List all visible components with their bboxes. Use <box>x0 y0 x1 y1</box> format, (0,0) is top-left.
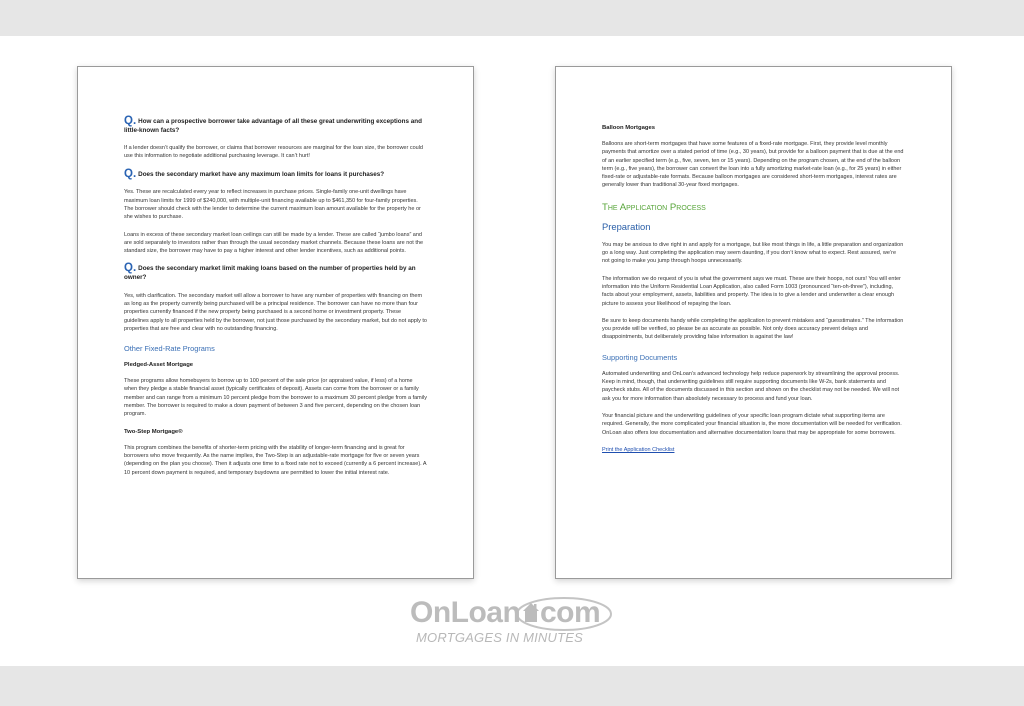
faq-answer: If a lender doesn’t qualify the borrower, or claims that borrower resources are marginal for the loan size, the borrower could use this information to negotiate additional purchasing leverage. It can’t hurt! <box>124 145 423 160</box>
document-page-left <box>77 66 474 579</box>
document-page-right <box>555 66 952 579</box>
logo-tagline: MORTGAGES IN MINUTES <box>416 630 583 645</box>
subsection-title: Two-Step Mortgage® <box>124 428 183 435</box>
faq-question <box>124 117 427 135</box>
faq-question <box>124 167 427 180</box>
q-marker: Q. <box>124 167 137 180</box>
logo-domain: com <box>540 596 601 629</box>
subsection-title: Balloon Mortgages <box>602 125 656 131</box>
body-paragraph: Be sure to keep documents handy while completing the application to prevent mistakes and “guesstimates.” The information you provide will be verified, so please be as accurate as possible. Not only does accuracy prevent delays and disappointments, but deliberately providing false information is against the law! <box>602 317 904 341</box>
body-paragraph: These programs allow homebuyers to borrow up to 100 percent of the sale price (or appraised value, if less) of a home when they pledge a stable financial asset (typically certificates of deposit). Assets can come from the borrower or a family member and can range from a minimum 10 percent pledge from the borrower to a maximum 30 percent pledge from a family member. The borrower is required to make a down payment of between 3 and five percent, depending on the chosen loan program. <box>124 378 427 418</box>
body-paragraph: Automated underwriting and OnLoan’s advanced technology help reduce paperwork by streamlining the approval process. Keep in mind, though, that underwriting guidelines still require supporting documents like W-2s, bank statements and paycheck stubs. All of the documents discussed in this section and shown on the checklist may not be needed. We will not ask you for more information than absolutely necessary to process and fund your loan. <box>602 370 900 402</box>
logo-name: OnLoan <box>410 596 521 629</box>
body-paragraph: Balloons are short-term mortgages that have some features of a fixed-rate mortgage. First, they provide level monthly payments that amortize over a stated period of time (e.g., 30 years), but provide for a balloon payment that is due at the end of an earlier specified term (e.g., five, seven, ten or 15 years). Depending on the program chosen, at the end of the balloon term (e.g., five years), the borrower can convert the loan into a fully amortizing market-rate loan (e.g., for 25 years) in either fixed-rate or adjustable-rate formats. Because balloon mortgages are considered short-term mortgages, interest rates are generally lower than traditional 30-year fixed mortgages. <box>602 141 904 189</box>
house-icon <box>522 601 540 623</box>
q-marker: Q. <box>124 262 137 275</box>
body-paragraph: Your financial picture and the underwriting guidelines of your specific loan program dictate what supporting items are required. Generally, the more complicated your financial situation is, the more documentation will be needed for verification. OnLoan also offers low documentation and alternative documentation loans that may be appropriate for some borrowers. <box>602 412 902 436</box>
top-band <box>0 0 1024 36</box>
faq-answer: Yes. These are recalculated every year to reflect increases in purchase prices. Single-family one-unit dwellings have maximum loan limits for 1999 of $240,000, with multiple-unit financing available up to $461,350 for four-family properties. The borrower should check with the lender to determine the current maximum loan amount available for the property he or she wishes to purchase. <box>124 189 421 221</box>
section-heading: Preparation <box>602 220 651 232</box>
subsection-title: Pledged-Asset Mortgage <box>124 362 194 369</box>
body-paragraph: The information we do request of you is what the government says we must. These are their hoops, not ours! You will enter information into the Uniform Residential Loan Application, also called Form 1003 (pronounced “ten-oh-three”), including, facts about your employment, assets, liabilities and property. The idea is to give a lender and underwriter a clear enough picture to assess your likelihood of repaying the loan. <box>602 275 901 307</box>
faq-question <box>124 264 427 282</box>
checklist-link[interactable]: Print the Application Checklist <box>602 446 675 453</box>
bottom-band <box>0 666 1024 706</box>
body-paragraph: This program combines the benefits of shorter-term pricing with the stability of longer-term financing and is great for borrowers who move frequently. As the name implies, the Two-Step is an adjustable-rate mortgage for five or seven years (depending on the plan you choose). Then it adjusts one time to a fixed rate not to exceed (currently a 6 percent increase). A 10 percent down payment is required, and temporary buydowns are permitted to lower the initial interest rate. <box>124 444 427 476</box>
faq-answer: Loans in excess of these secondary market loan ceilings can still be made by a lender. These are called “jumbo loans” and are sold separately to investors rather than through the usual secondary market channels. Because these loans are not the standard size, the borrower may have to pay a higher interest and other lender incentives, such as additional points. <box>124 231 424 255</box>
onloan-logo <box>410 596 610 648</box>
page-left-content <box>124 117 427 486</box>
q-marker: Q. <box>124 115 137 127</box>
section-heading: Other Fixed-Rate Programs <box>124 344 215 354</box>
page-right-content <box>602 124 905 454</box>
section-heading: Supporting Documents <box>602 352 678 362</box>
question-text: Does the secondary market have any maximum loan limits for loans it purchases? <box>138 170 385 178</box>
faq-answer: Yes, with clarification. The secondary market will allow a borrower to have any number of properties with financing on them as long as the property currently being purchased will be a principal residence. The borrower can have no more than four properties currently financed if the new property being purchased is a second home or investment property. These guidelines apply to all properties held by the borrower, not just those purchased by the secondary market, but do not apply to properties that are free and clear with no outstanding financing. <box>124 292 427 332</box>
body-paragraph: You may be anxious to dive right in and apply for a mortgage, but like most things in life, a little preparation and organization go a long way. Just completing the application may seem daunting, if you don’t know what to expect. Rest assured, we’re not going to make you jump through hoops unnecessarily. <box>602 241 904 265</box>
question-text: Does the secondary market limit making loans based on the number of properties held by an owner? <box>124 265 416 282</box>
question-text: How can a prospective borrower take advantage of all these great underwriting exceptions and little-known facts? <box>124 118 422 134</box>
chapter-heading: The Application Process <box>602 201 706 213</box>
